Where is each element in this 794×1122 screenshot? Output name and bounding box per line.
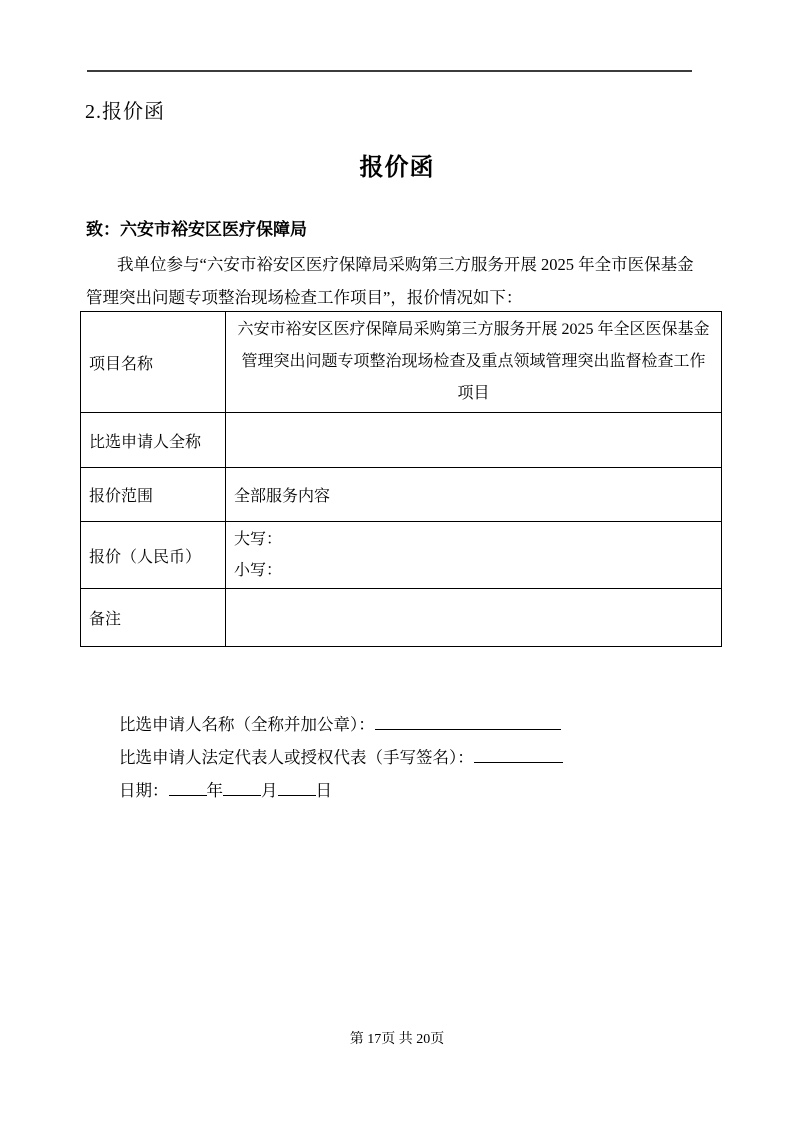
remarks-label: 备注 xyxy=(81,589,226,647)
addressee-line: 致：六安市裕安区医疗保障局 xyxy=(86,220,307,239)
project-name-value: 六安市裕安区医疗保障局采购第三方服务开展 2025 年全区医保基金管理突出问题专项整治现场检查及重点领域管理突出监督检查工作项目 xyxy=(226,312,722,413)
page-number-footer: 第 17页 共 20页 xyxy=(349,1032,445,1047)
quote-price-lowercase-line[interactable]: 小写： xyxy=(234,562,283,579)
date-year-label: 年 xyxy=(206,781,223,800)
representative-signature-label: 比选申请人法定代表人或授权代表（手写签名）： xyxy=(119,748,474,767)
table-row-quote-price xyxy=(81,522,722,589)
date-day-label: 日 xyxy=(315,781,332,800)
signature-line-applicant-name xyxy=(119,708,563,741)
intro-line-2: 管理突出问题专项整治现场检查工作项目”，报价情况如下： xyxy=(86,288,523,307)
table-row-applicant-name xyxy=(81,413,722,468)
project-name-label: 项目名称 xyxy=(81,312,226,413)
applicant-name-signature-blank[interactable] xyxy=(375,714,561,730)
date-month-blank[interactable] xyxy=(223,780,261,796)
signature-block xyxy=(119,708,563,807)
remarks-blank[interactable] xyxy=(226,589,722,647)
table-row-project-name xyxy=(81,312,722,413)
intro-paragraph xyxy=(86,248,692,314)
table-row-remarks xyxy=(81,589,722,647)
quote-scope-label: 报价范围 xyxy=(81,468,226,522)
quote-price-blank[interactable] xyxy=(226,522,722,589)
quote-price-uppercase-line[interactable]: 大写： xyxy=(234,531,283,548)
applicant-name-signature-label: 比选申请人名称（全称并加公章）： xyxy=(119,715,375,734)
page-header-rule xyxy=(87,70,692,72)
intro-line-1: 我单位参与“六安市裕安区医疗保障局采购第三方服务开展 2025 年全市医保基金 xyxy=(117,255,694,274)
quote-price-label: 报价（人民币） xyxy=(81,522,226,589)
document-title: 报价函 xyxy=(359,155,435,181)
representative-signature-blank[interactable] xyxy=(474,747,563,763)
date-month-label: 月 xyxy=(261,781,278,800)
signature-line-date xyxy=(119,774,563,807)
section-heading: 2.报价函 xyxy=(85,101,165,123)
applicant-name-label: 比选申请人全称 xyxy=(81,413,226,468)
table-row-quote-scope xyxy=(81,468,722,522)
date-label: 日期： xyxy=(119,781,169,800)
date-day-blank[interactable] xyxy=(278,780,316,796)
signature-line-representative xyxy=(119,741,563,774)
quote-scope-value: 全部服务内容 xyxy=(226,468,722,522)
quotation-table xyxy=(80,311,722,647)
applicant-name-blank[interactable] xyxy=(226,413,722,468)
date-year-blank[interactable] xyxy=(169,780,207,796)
